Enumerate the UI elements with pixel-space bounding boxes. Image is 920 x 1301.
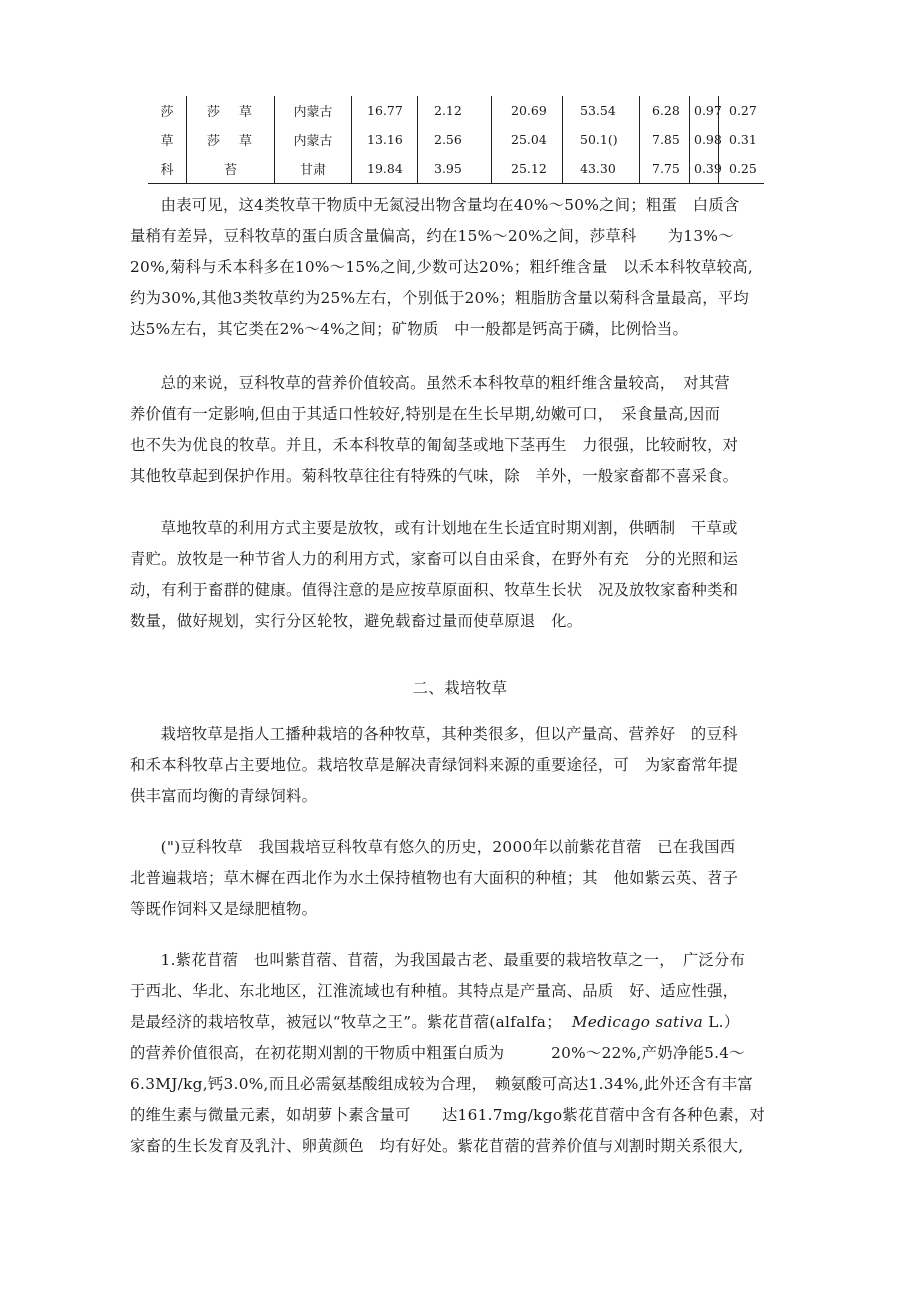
text-line: 北普遍栽培；草木樨在西北作为水土保持植物也有大面积的种植；其 他如紫云英、苕子 xyxy=(130,869,739,887)
table-row xyxy=(148,125,764,154)
text-line: 草地牧草的利用方式主要是放牧，或有计划地在生长适宜时期刈割，供晒制 干草或 xyxy=(160,519,738,537)
text-line: 的维生素与微量元素，如胡萝卜素含量可 达161.7mg/kgo紫花苜蓿中含有各种色素，对 xyxy=(130,1106,766,1124)
value-cell: 0.27 xyxy=(718,96,764,125)
value-cell: 20.69 xyxy=(491,96,562,125)
value-cell: 53.54 xyxy=(562,96,639,125)
text-line: 1.紫花苜蓿 也叫紫苜蓿、苜蓿，为我国最古老、最重要的栽培牧草之一， 广泛分布 xyxy=(160,951,746,969)
text-line: 青贮。放牧是一种节省人力的利用方式，家畜可以自由采食，在野外有充 分的光照和运 xyxy=(130,550,739,568)
text-line xyxy=(130,1007,790,1038)
origin-cell: 甘肃 xyxy=(274,154,351,183)
paragraph-grazing xyxy=(130,513,790,637)
paragraph-summary xyxy=(130,190,790,345)
species-char: 莎 xyxy=(207,134,221,149)
text-fragment: L.） xyxy=(703,1013,740,1031)
value-cell: 0.25 xyxy=(718,154,764,183)
text-line: 养价值有一定影响,但由于其适口性较好,特别是在生长早期,幼嫩可口， 采食量高,因而 xyxy=(130,405,721,423)
value-cell: 6.28 xyxy=(639,96,689,125)
value-cell: 7.85 xyxy=(639,125,689,154)
section-heading: 二、栽培牧草 xyxy=(412,679,508,697)
text-line: 其他牧草起到保护作用。菊科牧草往往有特殊的气味，除 羊外，一般家畜都不喜采食。 xyxy=(130,467,739,485)
species-cell xyxy=(186,125,274,154)
paragraph-overall xyxy=(130,368,790,492)
group-cell: 草 xyxy=(160,134,174,149)
text-line: 约为30%,其他3类牧草约为25%左右，个别低于20%；粗脂肪含量以菊科含量最高，平均 xyxy=(130,289,749,307)
value-cell: 19.84 xyxy=(351,154,417,183)
value-cell: 0.31 xyxy=(718,125,764,154)
species-char: 莎 xyxy=(207,105,221,120)
paragraph-cultivated xyxy=(130,719,790,812)
text-line: (")豆科牧草 我国栽培豆科牧草有悠久的历史，2000年以前紫花苜蓿 已在我国西 xyxy=(160,838,736,856)
value-cell: 2.12 xyxy=(417,96,491,125)
value-cell: 7.75 xyxy=(639,154,689,183)
text-line: 数量，做好规划，实行分区轮牧，避免载畜过量而使草原退 化。 xyxy=(130,612,583,630)
table-row xyxy=(148,154,764,183)
group-cell: 莎 xyxy=(160,105,174,120)
text-line: 达5%左右，其它类在2%～4%之间；矿物质 中一般都是钙高于磷，比例恰当。 xyxy=(130,320,689,338)
value-cell: 0.97 xyxy=(689,96,718,125)
value-cell: 2.56 xyxy=(417,125,491,154)
text-line: 也不失为优良的牧草。并且，禾本科牧草的匍匐茎或地下茎再生 力很强，比较耐牧，对 xyxy=(130,436,739,454)
text-line: 家畜的生长发育及乳汁、卵黄颜色 均有好处。紫花苜蓿的营养价值与刈割时期关系很大, xyxy=(130,1137,744,1155)
paragraph-alfalfa xyxy=(130,945,790,1162)
value-cell: 25.12 xyxy=(491,154,562,183)
text-fragment: 是最经济的栽培牧草，被冠以“牧草之王”。紫花苜蓿(alfalfa； xyxy=(130,1013,562,1031)
text-line: 供丰富而均衡的青绿饲料。 xyxy=(130,787,318,805)
origin-cell: 内蒙古 xyxy=(274,125,351,154)
origin-cell: 内蒙古 xyxy=(274,96,351,125)
text-line: 20%,菊科与禾本科多在10%～15%之间,少数可达20%；粗纤维含量 以禾本科牧草较高, xyxy=(130,258,753,276)
species-char: 草 xyxy=(238,134,252,149)
text-line: 等既作饲料又是绿肥植物。 xyxy=(130,900,318,918)
text-line: 的营养价值很高，在初花期刈割的干物质中粗蛋白质为 20%～22%,产奶净能5.4～ xyxy=(130,1044,745,1062)
text-line: 于西北、华北、东北地区，江淮流域也有种植。其特点是产量高、品质 好、适应性强， xyxy=(130,982,739,1000)
value-cell: 43.30 xyxy=(562,154,639,183)
value-cell: 13.16 xyxy=(351,125,417,154)
paragraph-legume xyxy=(130,832,790,925)
value-cell: 25.04 xyxy=(491,125,562,154)
value-cell: 0.98 xyxy=(689,125,718,154)
text-line: 由表可见，这4类牧草干物质中无氮浸出物含量均在40%～50%之间；粗蛋 白质含 xyxy=(160,196,740,214)
value-cell: 0.39 xyxy=(689,154,718,183)
value-cell: 16.77 xyxy=(351,96,417,125)
species-cell: 苔 xyxy=(186,154,274,183)
value-cell: 50.1() xyxy=(562,125,639,154)
group-cell: 科 xyxy=(160,163,174,178)
species-char: 草 xyxy=(238,105,252,120)
table-row xyxy=(148,96,764,125)
text-line: 和禾本科牧草占主要地位。栽培牧草是解决青绿饲料来源的重要途径，可 为家畜常年提 xyxy=(130,756,739,774)
latin-name: Medicago sativa xyxy=(571,1013,704,1031)
text-line: 栽培牧草是指人工播种栽培的各种牧草，其种类很多，但以产量高、营养好 的豆科 xyxy=(160,725,738,743)
text-line: 动，有利于畜群的健康。值得注意的是应按草原面积、牧草生长状 况及放牧家畜种类和 xyxy=(130,581,739,599)
species-cell xyxy=(186,96,274,125)
text-line: 量稍有差异，豆科牧草的蛋白质含量偏高，约在15%～20%之间，莎草科 为13%～ xyxy=(130,227,734,245)
value-cell: 3.95 xyxy=(417,154,491,183)
text-line: 总的来说，豆科牧草的营养价值较高。虽然禾本科牧草的粗纤维含量较高， 对其营 xyxy=(160,374,731,392)
text-line: 6.3MJ/kg,钙3.0%,而且必需氨基酸组成较为合理， 赖氨酸可高达1.34%,此外还含有丰富 xyxy=(130,1075,754,1093)
nutrient-table xyxy=(148,96,764,184)
